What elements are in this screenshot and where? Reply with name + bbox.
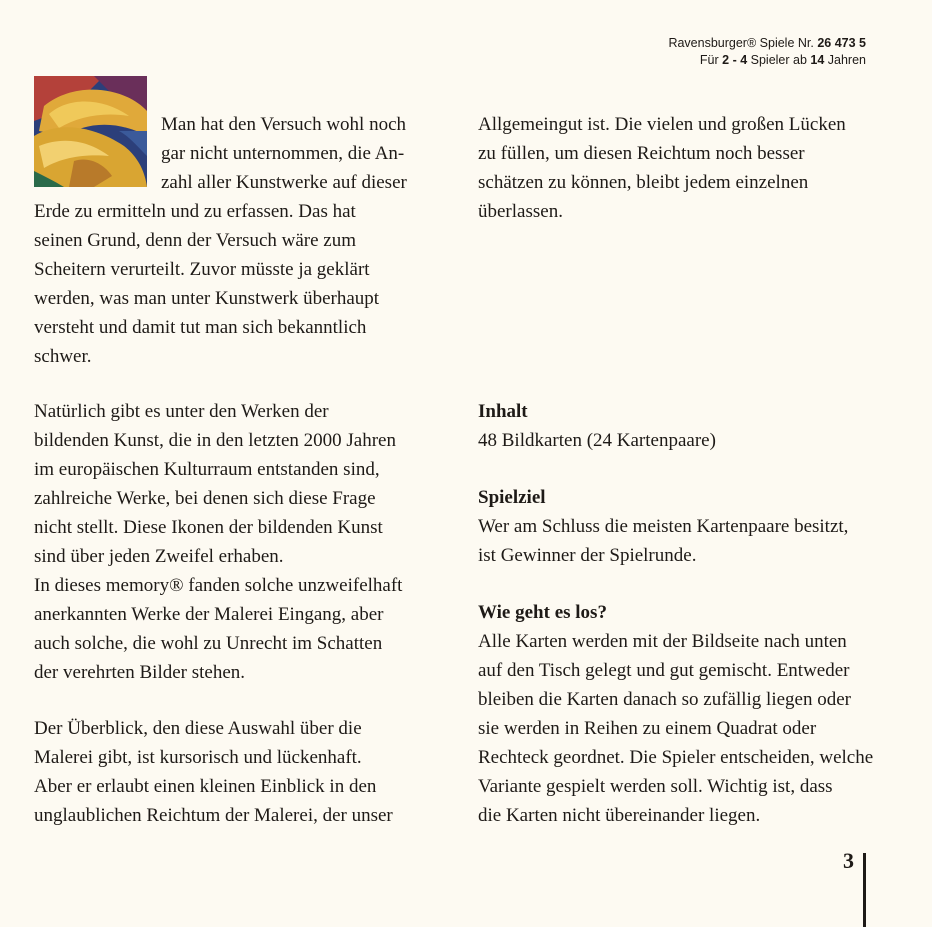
product-number: 26 473 5 bbox=[817, 36, 866, 50]
text-line: werden, was man unter Kunstwerk überhaupt bbox=[34, 288, 380, 309]
text-line: 48 Bildkarten (24 Kartenpaare) bbox=[478, 430, 716, 451]
text-line: Wer am Schluss die meisten Kartenpaare besitzt, bbox=[478, 516, 849, 537]
section-heading: Spielziel bbox=[478, 487, 546, 508]
icons-paragraph bbox=[34, 397, 402, 687]
text-line: Erde zu ermitteln und zu erfassen. Das hat bbox=[34, 201, 356, 222]
text-line: die Karten nicht übereinander liegen. bbox=[478, 805, 761, 826]
text-line: Natürlich gibt es unter den Werken der bbox=[34, 401, 329, 422]
section-heading: Wie geht es los? bbox=[478, 602, 607, 623]
section-inhalt bbox=[478, 397, 716, 455]
section-wie-geht-es-los bbox=[478, 598, 873, 830]
text-line: Alle Karten werden mit der Bildseite nach unten bbox=[478, 631, 847, 652]
section-heading: Inhalt bbox=[478, 401, 528, 422]
text-line: unglaublichen Reichtum der Malerei, der unser bbox=[34, 805, 393, 826]
text-line: Man hat den Versuch wohl noch bbox=[161, 114, 407, 135]
text-line: zahlreiche Werke, bei denen sich diese Frage bbox=[34, 488, 376, 509]
painting-detail-image bbox=[34, 76, 147, 187]
text-line: Aber er erlaubt einen kleinen Einblick in den bbox=[34, 776, 377, 797]
text-line: nicht stellt. Diese Ikonen der bildenden Kunst bbox=[34, 517, 383, 538]
overview-paragraph bbox=[34, 714, 393, 830]
text-line: im europäischen Kulturraum entstanden sind, bbox=[34, 459, 380, 480]
text-line: Rechteck geordnet. Die Spieler entscheiden, welche bbox=[478, 747, 874, 768]
text-line: Malerei gibt, ist kursorisch und lückenhaft. bbox=[34, 747, 362, 768]
intro-paragraph bbox=[161, 110, 407, 197]
text-line: sind über jeden Zweifel erhaben. bbox=[34, 546, 284, 567]
text-line: auch solche, die wohl zu Unrecht im Schatten bbox=[34, 633, 383, 654]
text-line: überlassen. bbox=[478, 201, 563, 222]
text-line: In dieses memory® fanden solche unzweifelhaft bbox=[34, 575, 403, 596]
page-number-rule bbox=[863, 853, 866, 927]
text-line: Der Überblick, den diese Auswahl über die bbox=[34, 718, 362, 739]
player-info: Für 2 - 4 Spieler ab 14 Jahren bbox=[699, 53, 866, 67]
text-line: auf den Tisch gelegt und gut gemischt. Entweder bbox=[478, 660, 850, 681]
text-line: schwer. bbox=[34, 346, 92, 367]
text-line: bleiben die Karten danach so zufällig liegen oder bbox=[478, 689, 851, 710]
page-header bbox=[668, 35, 866, 69]
overview-paragraph-continued bbox=[478, 110, 846, 226]
intro-paragraph-continued bbox=[34, 197, 379, 371]
text-line: anerkannten Werke der Malerei Eingang, aber bbox=[34, 604, 384, 625]
text-line: sie werden in Reihen zu einem Quadrat oder bbox=[478, 718, 817, 739]
text-line: der verehrten Bilder stehen. bbox=[34, 662, 246, 683]
text-line: seinen Grund, denn der Versuch wäre zum bbox=[34, 230, 357, 251]
painting-thumbnail bbox=[34, 76, 147, 187]
page-number: 3 bbox=[843, 848, 854, 873]
text-line: zahl aller Kunstwerke auf dieser bbox=[161, 172, 407, 193]
text-line: versteht und damit tut man sich bekanntlich bbox=[34, 317, 367, 338]
text-line: schätzen zu können, bleibt jedem einzelnen bbox=[478, 172, 809, 193]
text-line: Scheitern verurteilt. Zuvor müsste ja geklärt bbox=[34, 259, 370, 280]
text-line: Allgemeingut ist. Die vielen und großen Lücken bbox=[478, 114, 846, 135]
product-line: Ravensburger® Spiele Nr. 26 473 5 bbox=[668, 36, 866, 50]
text-line: ist Gewinner der Spielrunde. bbox=[478, 545, 697, 566]
text-line: zu füllen, um diesen Reichtum noch besser bbox=[478, 143, 805, 164]
text-line: bildenden Kunst, die in den letzten 2000 Jahren bbox=[34, 430, 396, 451]
section-spielziel bbox=[478, 483, 848, 570]
text-line: gar nicht unternommen, die An- bbox=[161, 143, 405, 164]
text-line: Variante gespielt werden soll. Wichtig ist, dass bbox=[478, 776, 833, 797]
